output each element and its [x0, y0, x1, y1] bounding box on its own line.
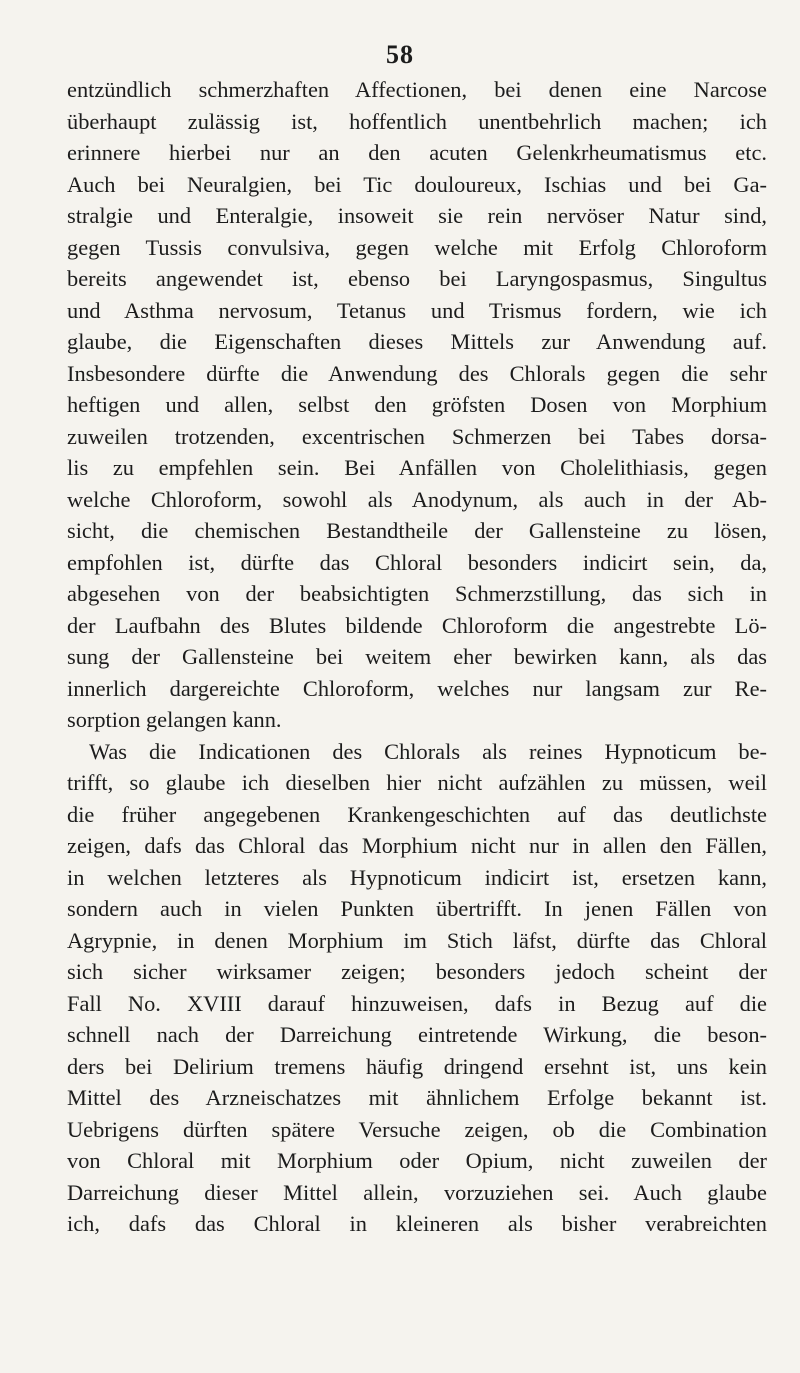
- text-line: entzündlich schmerzhaften Affectionen, bei denen eine Narcose: [67, 77, 767, 102]
- text-line: glaube, die Eigenschaften dieses Mittels zur Anwendung auf.: [67, 329, 767, 354]
- text-line: empfohlen ist, dürfte das Chloral besonders indicirt sein, da,: [67, 549, 767, 575]
- text-line: Insbesondere dürfte die Anwendung des Chlorals gegen die sehr: [67, 360, 767, 386]
- text-line: Agrypnie, in denen Morphium im Stich läfst, dürfte das Chloral: [67, 927, 767, 953]
- text-line: innerlich dargereichte Chloroform, welches nur langsam zur Re-: [67, 675, 767, 701]
- text-line: sung der Gallensteine bei weitem eher bewirken kann, als das: [67, 644, 767, 669]
- body-text: [67, 74, 767, 1240]
- text-line: die früher angegebenen Krankengeschichten auf das deutlichste: [67, 801, 767, 827]
- text-line: zuweilen trotzenden, excentrischen Schmerzen bei Tabes dorsa-: [67, 423, 767, 449]
- text-line: Mittel des Arzneischatzes mit ähnlichem Erfolge bekannt ist.: [67, 1085, 767, 1110]
- text-line: ders bei Delirium tremens häufig dringend ersehnt ist, uns kein: [67, 1053, 767, 1079]
- text-line: Darreichung dieser Mittel allein, vorzuziehen sei. Auch glaube: [67, 1179, 767, 1205]
- text-line: gegen Tussis convulsiva, gegen welche mit Erfolg Chloroform: [67, 234, 767, 260]
- text-line: trifft, so glaube ich dieselben hier nicht aufzählen zu müssen, weil: [67, 770, 767, 795]
- text-line: sicht, die chemischen Bestandtheile der Gallensteine zu lösen,: [67, 518, 767, 543]
- text-line: von Chloral mit Morphium oder Opium, nicht zuweilen der: [67, 1148, 767, 1173]
- text-line: zeigen, dafs das Chloral das Morphium nicht nur in allen den Fällen,: [67, 833, 767, 858]
- text-line: der Laufbahn des Blutes bildende Chloroform die angestrebte Lö-: [67, 612, 767, 638]
- text-line: in welchen letzteres als Hypnoticum indicirt ist, ersetzen kann,: [67, 864, 767, 890]
- text-line: welche Chloroform, sowohl als Anodynum, als auch in der Ab-: [67, 486, 767, 512]
- text-line: und Asthma nervosum, Tetanus und Trismus fordern, wie ich: [67, 297, 767, 323]
- text-line: Auch bei Neuralgien, bei Tic douloureux, Ischias und bei Ga-: [67, 171, 767, 197]
- text-line: lis zu empfehlen sein. Bei Anfällen von Cholelithiasis, gegen: [67, 455, 767, 480]
- text-line: Uebrigens dürften spätere Versuche zeigen, ob die Combination: [67, 1116, 767, 1142]
- text-line: sondern auch in vielen Punkten übertrifft. In jenen Fällen von: [67, 896, 767, 921]
- text-line: erinnere hierbei nur an den acuten Gelenkrheumatismus etc.: [67, 140, 767, 165]
- text-line: schnell nach der Darreichung eintretende Wirkung, die beson-: [67, 1022, 767, 1047]
- page-number: 58: [386, 40, 414, 69]
- text-line: ich, dafs das Chloral in kleineren als bisher verabreichten: [67, 1211, 767, 1236]
- text-line: stralgie und Enteralgie, insoweit sie rein nervöser Natur sind,: [67, 203, 767, 228]
- text-line: überhaupt zulässig ist, hoffentlich unentbehrlich machen; ich: [67, 108, 767, 134]
- text-line: sorption gelangen kann.: [67, 707, 282, 732]
- text-line: bereits angewendet ist, ebenso bei Laryngospasmus, Singultus: [67, 266, 767, 291]
- text-line: Was die Indicationen des Chlorals als reines Hypnoticum be-: [89, 738, 767, 764]
- text-line: heftigen und allen, selbst den gröfsten Dosen von Morphium: [67, 392, 767, 417]
- text-line: sich sicher wirksamer zeigen; besonders jedoch scheint der: [67, 959, 767, 984]
- text-line: abgesehen von der beabsichtigten Schmerzstillung, das sich in: [67, 581, 767, 606]
- text-line: Fall No. XVIII darauf hinzuweisen, dafs in Bezug auf die: [67, 990, 767, 1016]
